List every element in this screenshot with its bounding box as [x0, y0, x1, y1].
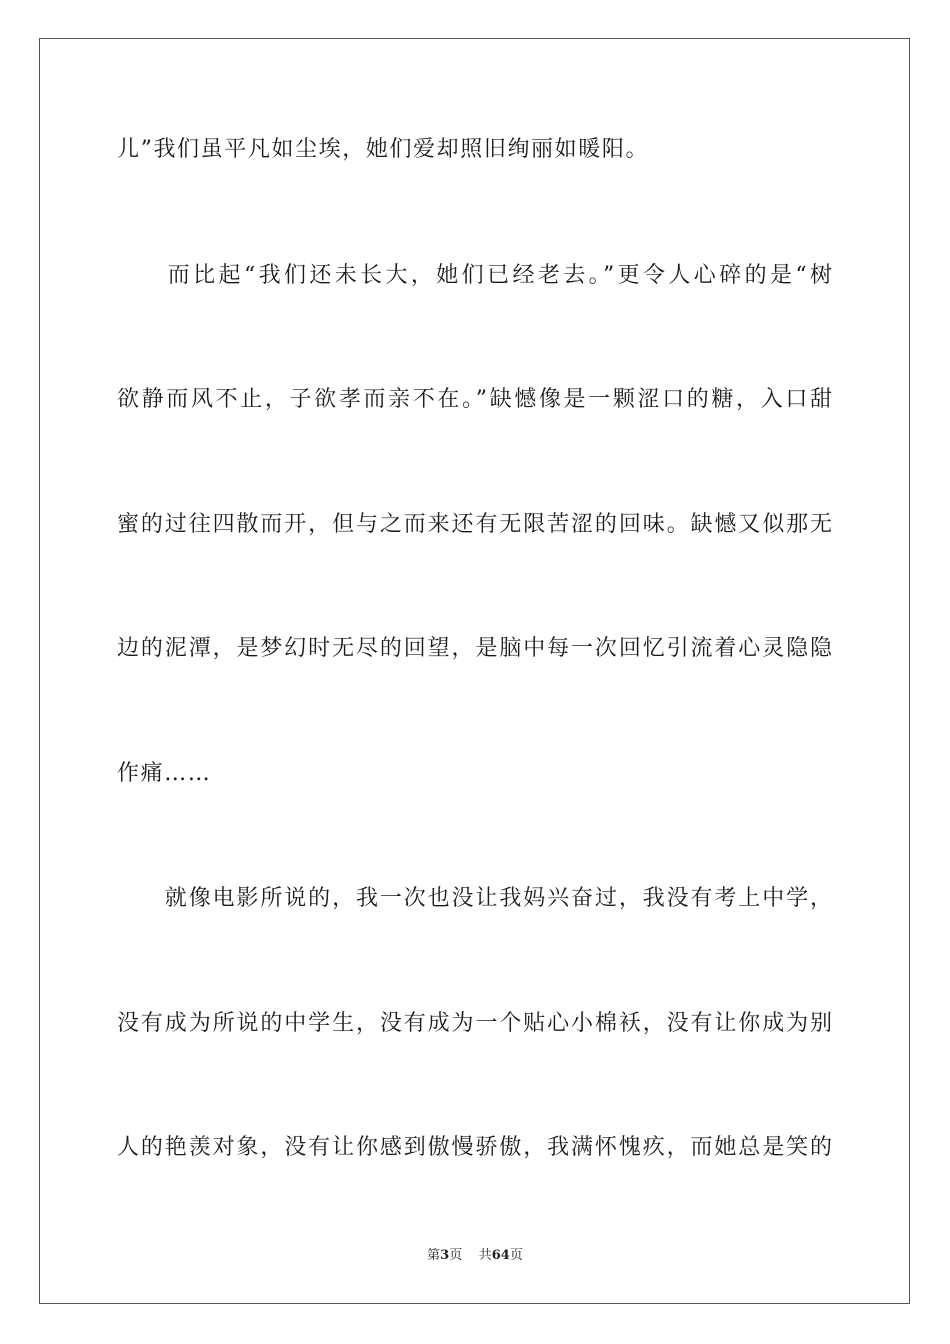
footer-page-suffix: 页: [449, 1248, 463, 1263]
footer-page-number: 3: [440, 1248, 450, 1263]
page-footer: [0, 1247, 950, 1265]
text-line-5: 边的泥潭，是梦幻时无尽的回望，是脑中每一次回忆引流着心灵隐隐: [117, 636, 832, 661]
text-line-1: 儿”我们虽平凡如尘埃，她们爱却照旧绚丽如暖阳。: [117, 137, 650, 162]
text-line-8: 没有成为所说的中学生，没有成为一个贴心小棉袄，没有让你成为别: [117, 1011, 832, 1036]
footer-total-pages: 64: [491, 1248, 510, 1263]
footer-total-prefix: 共: [478, 1248, 492, 1263]
text-line-3: 欲静而风不止，子欲孝而亲不在。”缺憾像是一颗涩口的糖，入口甜: [117, 387, 832, 412]
footer-total-suffix: 页: [509, 1248, 523, 1263]
text-line-4: 蜜的过往四散而开，但与之而来还有无限苦涩的回味。缺憾又似那无: [117, 512, 832, 537]
text-line-2: 而比起“我们还未长大，她们已经老去。”更令人心碎的是“树: [117, 263, 832, 288]
page-border: [39, 38, 910, 1304]
text-line-7: 就像电影所说的，我一次也没让我妈兴奋过，我没有考上中学，: [117, 886, 832, 911]
text-line-6: 作痛……: [117, 761, 212, 786]
text-line-9: 人的艳羡对象，没有让你感到傲慢骄傲，我满怀愧疚，而她总是笑的: [117, 1135, 832, 1160]
footer-page-prefix: 第: [427, 1248, 441, 1263]
